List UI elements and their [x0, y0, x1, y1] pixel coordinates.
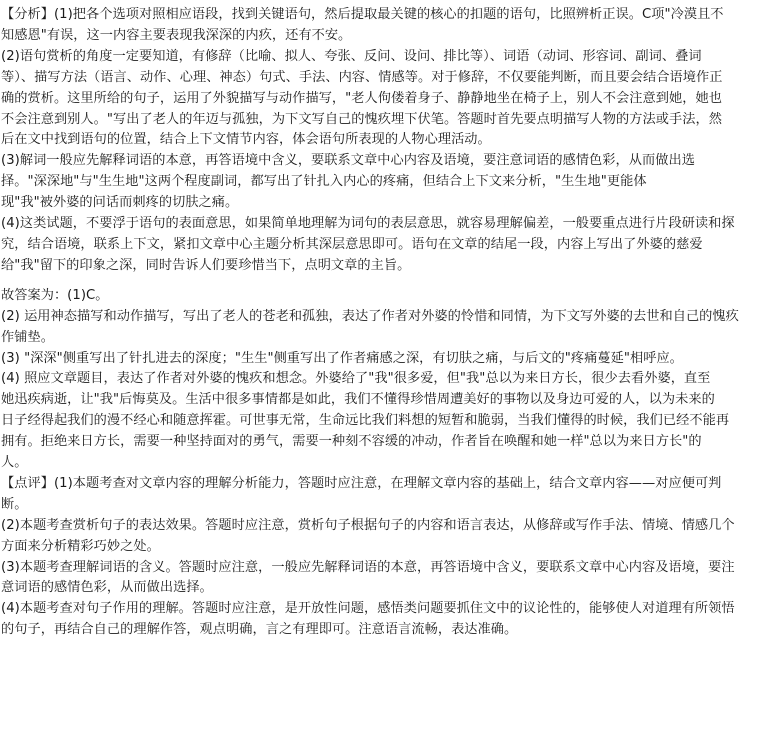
answer-section [1, 286, 772, 474]
analysis-line-8: (3)解词一般应先解释词语的本意，再答语境中含义，要联系文章中心内容及语境，要注意词语的感情色彩，从而做出选 [1, 153, 695, 169]
comment-line-3: (2)本题考查赏析句子的表达效果。答题时应注意，赏析句子根据句子的内容和语言表达，从修辞或写作手法、情境、情感几个 [1, 517, 735, 533]
answer-line-3: 作铺垫。 [1, 329, 54, 345]
comment-line-5: (3)本题考查理解词语的含义。答题时应注意，一般应先解释词语的本意，再答语境中含义，要联系文章中心内容及语境，要注 [1, 559, 735, 575]
analysis-line-4: 等）、描写方法（语言、动作、心理、神态）句式、手法、内容、情感等。对于修辞，不仅要能判断，而且要会结合语境作正 [1, 69, 723, 85]
analysis-line-9: 择。"深深地"与"生生地"这两个程度副词，都写出了针扎入内心的疼痛，但结合上下文来分析，"生生地"更能体 [1, 174, 647, 190]
analysis-line-1: 【分析】(1)把各个选项对照相应语段，找到关键语句，然后提取最关键的核心的扣题的语句，比照辨析正误。C项"冷漠且不 [1, 7, 724, 22]
section-gap [1, 277, 772, 286]
answer-line-9: 人。 [1, 455, 28, 471]
answer-line-7: 日子经得起我们的漫不经心和随意挥霍。可世事无常，生命远比我们料想的短暂和脆弱，当我们懂得的时候，我们已经不能再 [1, 413, 730, 429]
comment-line-4: 方面来分析精彩巧妙之处。 [1, 538, 160, 554]
answer-line-5: (4) 照应文章题目，表达了作者对外婆的愧疚和想念。外婆给了"我"很多爱，但"我"总以为来日方长，很少去看外婆，直至 [1, 371, 711, 387]
analysis-line-10: 现"我"被外婆的问话而刺疼的切肤之痛。 [1, 195, 239, 211]
comment-line-8: 的句子，再结合自己的理解作答，观点明确，言之有理即可。注意语言流畅，表达准确。 [1, 622, 518, 638]
analysis-line-11: (4)这类试题，不要浮于语句的表面意思，如果简单地理解为词句的表层意思，就容易理解偏差，一般要重点进行片段研读和探 [1, 216, 735, 232]
answer-line-1: 故答案为：(1)C。 [1, 287, 109, 303]
answer-line-6: 她迅疾病逝，让"我"后悔莫及。生活中很多事情都是如此，我们不懂得珍惜周遭美好的事物以及身边可爱的人，以为未来的 [1, 392, 715, 408]
comment-line-1: 【点评】(1)本题考查对文章内容的理解分析能力，答题时应注意，在理解文章内容的基础上，结合文章内容——对应便可判 [1, 475, 722, 491]
comment-line-6: 意词语的感情色彩，从而做出选择。 [1, 580, 213, 596]
analysis-line-2: 知感恩"有误，这一内容主要表现我深深的内疚，还有不安。 [1, 27, 352, 43]
comment-line-2: 断。 [1, 496, 28, 512]
analysis-line-7: 后在文中找到语句的位置，结合上下文情节内容，体会语句所表现的人物心理活动。 [1, 132, 491, 148]
analysis-line-3: (2)语句赏析的角度一定要知道，有修辞（比喻、拟人、夸张、反问、设问、排比等）、词语（动词、形容词、副词、叠词 [1, 48, 702, 64]
comment-line-7: (4)本题考查对句子作用的理解。答题时应注意，是开放性问题，感悟类问题要抓住文中的议论性的，能够使人对道理有所领悟 [1, 601, 735, 617]
analysis-line-12: 究，结合语境，联系上下文，紧扣文章中心主题分析其深层意思即可。语句在文章的结尾一段，内容上写出了外婆的慈爱 [1, 236, 703, 252]
answer-line-8: 拥有。拒绝来日方长，需要一种坚持面对的勇气，需要一种刻不容缓的冲动，作者旨在唤醒和她一样"总以为来日方长"的 [1, 434, 702, 450]
comment-section [1, 474, 772, 641]
analysis-line-5: 确的赏析。这里所给的句子，运用了外貌描写与动作描写，"老人佝偻着身子、静静地坐在椅子上，别人不会注意到她，她也 [1, 90, 722, 106]
analysis-line-6: 不会注意到别人。"写出了老人的年迈与孤独，为下文写自己的愧疚埋下伏笔。答题时首先要点明描写人物的方法或手法，然 [1, 111, 722, 127]
analysis-section [1, 5, 772, 277]
analysis-line-13: 给"我"留下的印象之深，同时告诉人们要珍惜当下，点明文章的主旨。 [1, 257, 411, 273]
answer-line-4: (3) "深深"侧重写出了针扎进去的深度；"生生"侧重写出了作者痛感之深，有切肤之痛，与后文的"疼痛蔓延"相呼应。 [1, 350, 683, 366]
answer-line-2: (2) 运用神态描写和动作描写，写出了老人的苍老和孤独，表达了作者对外婆的怜惜和同情，为下文写外婆的去世和自己的愧疚 [1, 308, 739, 324]
